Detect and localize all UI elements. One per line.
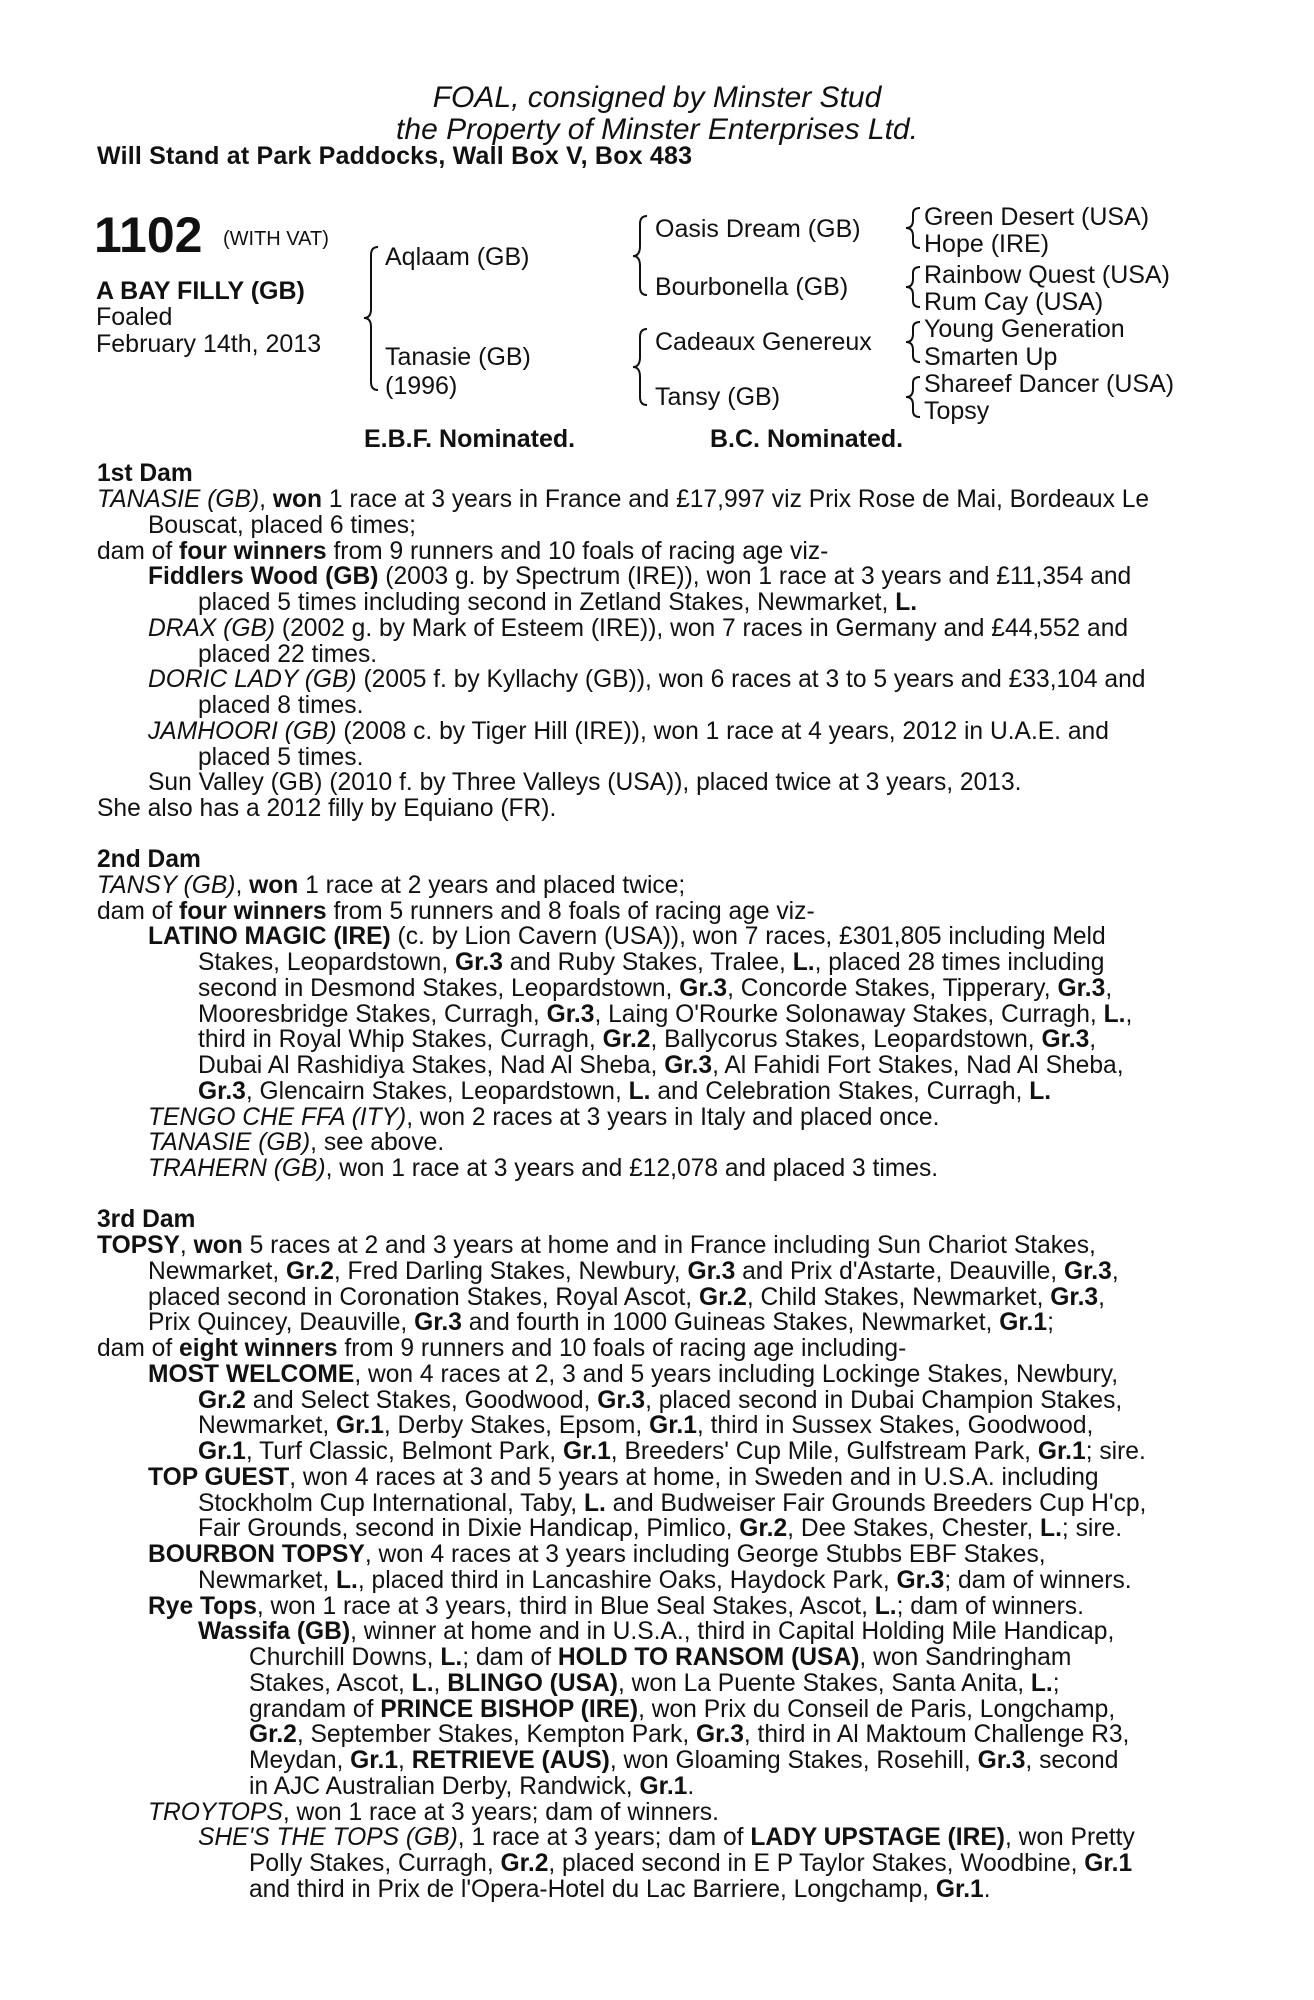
body-line (97, 1336, 906, 1362)
bold-text: Gr.3 (455, 949, 503, 976)
body-line (198, 1568, 1132, 1594)
bold-text: HOLD TO RANSOM (USA) (557, 1644, 860, 1671)
body-line (198, 745, 363, 771)
body-line (97, 847, 201, 873)
text: , winner at home and in U.S.A., third in Capital Holding Mile Handicap, (350, 1618, 1115, 1645)
bold-text: L. (336, 1567, 358, 1594)
italic-text: DRAX (GB) (148, 615, 276, 642)
header-property: the Property of Minster Enterprises Ltd. (396, 113, 918, 146)
text: , placed 28 times including (814, 949, 1105, 976)
bold-text: Gr.3 (1041, 1026, 1090, 1053)
text: placed 8 times. (198, 692, 364, 719)
bold-text: Gr.3 (896, 1567, 945, 1594)
bold-text: LADY UPSTAGE (IRE) (750, 1824, 1005, 1851)
text: . (983, 1876, 991, 1903)
body-line (97, 539, 828, 565)
bold-text: L. (1030, 1670, 1053, 1697)
foaled-date: February 14th, 2013 (96, 330, 322, 358)
body-line (249, 1748, 1118, 1774)
body-line (249, 1877, 991, 1903)
body-line (148, 616, 1128, 642)
body-line (198, 1002, 1132, 1028)
body-line (198, 1388, 1122, 1414)
bold-text: L. (1040, 1515, 1062, 1542)
text: , Dee Stakes, Chester, (787, 1515, 1041, 1542)
text: , won 4 races at 3 years including George Stubbs EBF Stakes, (364, 1541, 1046, 1568)
text: ; (1052, 1670, 1060, 1697)
text: , (1105, 975, 1113, 1002)
bc-nominated: B.C. Nominated. (710, 425, 904, 453)
body-line (148, 564, 1131, 590)
bold-text: Gr.2 (286, 1258, 334, 1285)
text: , Ballycorus Stakes, Leopardstown, (650, 1026, 1042, 1053)
body-line (198, 1825, 1135, 1851)
pedigree-dds: Shareef Dancer (USA) (924, 370, 1175, 398)
text: (2002 g. by Mark of Esteem (IRE)), won 7 races in Germany and £44,552 and (275, 615, 1129, 642)
body-line (198, 1439, 1146, 1465)
bold-text: 3rd Dam (97, 1206, 196, 1233)
bold-text: won (193, 1232, 243, 1259)
bold-text: BOURBON TOPSY (148, 1541, 365, 1568)
bold-text: Gr.1 (198, 1438, 246, 1465)
text: and fourth in 1000 Guineas Stakes, Newmarket, (461, 1309, 1000, 1336)
body-line (148, 1542, 1046, 1568)
bold-text: TOP GUEST (148, 1464, 290, 1491)
bold-text: Gr.3 (597, 1387, 646, 1414)
bold-text: Gr.1 (562, 1438, 611, 1465)
italic-text: TANASIE (GB) (148, 1129, 311, 1156)
bold-text: L. (440, 1644, 463, 1671)
pedigree-dss: Young Generation (924, 315, 1125, 343)
body-line (198, 1619, 1114, 1645)
text: Meydan, (249, 1747, 351, 1774)
body-line (198, 1053, 1124, 1079)
text: placed 22 times. (198, 641, 378, 668)
body-line (148, 667, 1145, 693)
text: , placed third in Lancashire Oaks, Haydock Park, (357, 1567, 897, 1594)
bold-text: Wassifa (GB) (198, 1618, 351, 1645)
text: , second (1025, 1747, 1119, 1774)
lot-number: 1102 (94, 207, 203, 263)
body-line (97, 1233, 1096, 1259)
bold-text: Fiddlers Wood (GB) (148, 563, 379, 590)
text: from 9 runners and 10 foals of racing age viz- (326, 538, 829, 565)
text: , third in Al Maktoum Challenge R3, (743, 1721, 1130, 1748)
body-line (148, 1800, 719, 1826)
text: Churchill Downs, (249, 1644, 441, 1671)
text: , won 1 race at 3 years; dam of winners. (282, 1799, 719, 1826)
bold-text: 2nd Dam (97, 846, 201, 873)
text: , (259, 486, 273, 513)
text: , placed second in E P Taylor Stakes, Woodbine, (548, 1850, 1085, 1877)
lot-description: A BAY FILLY (GB) (96, 277, 305, 305)
body-line (249, 1645, 1071, 1671)
bold-text: won (272, 486, 323, 513)
text: , (433, 1670, 448, 1697)
text: , won La Puente Stakes, Santa Anita, (617, 1670, 1031, 1697)
bold-text: L. (1103, 1001, 1126, 1028)
bold-text: Gr.1 (649, 1412, 697, 1439)
body-line (249, 1697, 1115, 1723)
text: dam of (97, 1335, 180, 1362)
text: Polly Stakes, Curragh, (249, 1850, 501, 1877)
text: 5 races at 2 and 3 years at home and in France including Sun Chariot Stakes, (242, 1232, 1096, 1259)
bold-text: Gr.2 (249, 1721, 297, 1748)
text: placed 5 times. (198, 744, 364, 771)
text: dam of (97, 898, 180, 925)
text: , (235, 872, 250, 899)
text: grandam of (249, 1696, 381, 1723)
text: ; sire. (1085, 1438, 1146, 1465)
italic-text: DORIC LADY (GB) (148, 666, 357, 693)
body-line (97, 1207, 195, 1233)
body-line (148, 924, 1106, 950)
text: , placed second in Dubai Champion Stakes, (645, 1387, 1123, 1414)
text: , won Pretty (1004, 1824, 1135, 1851)
bold-text: L. (628, 1078, 651, 1105)
text: , (398, 1747, 412, 1774)
text: and Prix d'Astarte, Deauville, (735, 1258, 1064, 1285)
bold-text: four winners (179, 898, 327, 925)
body-line (148, 770, 1021, 796)
body-line (249, 1851, 1132, 1877)
bold-text: Gr.2 (698, 1284, 747, 1311)
text: , third in Sussex Stakes, Goodwood, (696, 1412, 1094, 1439)
body-line (198, 976, 1112, 1002)
text: , see above. (310, 1129, 445, 1156)
bold-text: Gr.3 (977, 1747, 1026, 1774)
text: , Concorde Stakes, Tipperary, (727, 975, 1058, 1002)
text: ; (1047, 1309, 1054, 1336)
italic-text: TANASIE (GB) (97, 486, 260, 513)
body-line (249, 1671, 1060, 1697)
text: , Al Fahidi Fort Stakes, Nad Al Sheba, (712, 1052, 1124, 1079)
text: 1 race at 3 years in France and £17,997 viz Prix Rose de Mai, Bordeaux Le (322, 486, 1150, 513)
text: , (1125, 1001, 1133, 1028)
bold-text: L. (874, 1593, 897, 1620)
text: ; dam of winners. (944, 1567, 1132, 1594)
bold-text: eight winners (179, 1335, 338, 1362)
text: third in Royal Whip Stakes, Curragh, (198, 1026, 603, 1053)
body-line (249, 1722, 1129, 1748)
bold-text: L. (792, 949, 815, 976)
text: (c. by Lion Cavern (USA)), won 7 races, £301,805 including Meld (390, 923, 1106, 950)
pedigree-dam-year: (1996) (385, 372, 458, 400)
body-line (148, 1130, 444, 1156)
bold-text: Gr.2 (739, 1515, 788, 1542)
text: from 5 runners and 8 foals of racing age viz- (326, 898, 815, 925)
text: from 9 runners and 10 foals of racing age including- (337, 1335, 907, 1362)
body-line (249, 1774, 694, 1800)
bold-text: PRINCE BISHOP (IRE) (380, 1696, 639, 1723)
italic-text: TROYTOPS (148, 1799, 283, 1826)
header-stand-location: Will Stand at Park Paddocks, Wall Box V, Box 483 (97, 142, 693, 170)
pedigree-dam: Tanasie (GB) (385, 343, 531, 371)
bold-text: BLINGO (USA) (447, 1670, 618, 1697)
text: , Laing O'Rourke Solonaway Stakes, Curragh, (594, 1001, 1104, 1028)
text: , Turf Classic, Belmont Park, (245, 1438, 563, 1465)
bold-text: Gr.1 (336, 1412, 384, 1439)
text: , Derby Stakes, Epsom, (383, 1412, 650, 1439)
pedigree-ssd: Hope (IRE) (924, 230, 1050, 258)
pedigree-sdd: Rum Cay (USA) (924, 288, 1104, 316)
body-line (198, 1516, 1122, 1542)
foaled-label: Foaled (96, 303, 173, 331)
bold-text: Gr.1 (935, 1876, 984, 1903)
text: Sun Valley (GB) (2010 f. by Three Valleys (USA)), placed twice at 3 years, 2013. (148, 769, 1022, 796)
bold-text: Gr.3 (414, 1309, 462, 1336)
body-line (148, 1465, 1099, 1491)
bold-text: Gr.3 (198, 1078, 246, 1105)
text: ; dam of (462, 1644, 558, 1671)
text: Stockholm Cup International, Taby, (198, 1490, 584, 1517)
bold-text: RETRIEVE (AUS) (411, 1747, 610, 1774)
body-line (148, 719, 1109, 745)
text: and Select Stakes, Goodwood, (245, 1387, 598, 1414)
text: Newmarket, (198, 1412, 337, 1439)
bold-text: Gr.2 (500, 1850, 549, 1877)
bold-text: L. (583, 1490, 606, 1517)
ebf-nominated: E.B.F. Nominated. (364, 425, 576, 453)
lot-vat: (WITH VAT) (223, 228, 329, 250)
text: , Fred Darling Stakes, Newbury, (333, 1258, 688, 1285)
pedigree-sds: Rainbow Quest (USA) (924, 261, 1170, 289)
bold-text: 1st Dam (97, 460, 193, 487)
bold-text: Gr.2 (198, 1387, 246, 1414)
bold-text: Gr.3 (546, 1001, 595, 1028)
italic-text: JAMHOORI (GB) (148, 718, 337, 745)
bold-text: TOPSY (97, 1232, 180, 1259)
text: dam of (97, 538, 180, 565)
bold-text: Gr.3 (687, 1258, 736, 1285)
text: , won 2 races at 3 years in Italy and placed once. (406, 1104, 940, 1131)
text: , won 1 race at 3 years, third in Blue Seal Stakes, Ascot, (256, 1593, 875, 1620)
italic-text: SHE'S THE TOPS (GB) (198, 1824, 458, 1851)
body-line (148, 1310, 1054, 1336)
bold-text: MOST WELCOME (148, 1361, 355, 1388)
header-consignor: FOAL, consigned by Minster Stud (432, 81, 882, 114)
text: and third in Prix de l'Opera-Hotel du Lac Barriere, Longchamp, (249, 1876, 936, 1903)
text: Newmarket, (148, 1258, 287, 1285)
text: She also has a 2012 filly by Equiano (FR). (97, 795, 557, 822)
bold-text: L. (1029, 1078, 1052, 1105)
pedigree-dsd: Smarten Up (924, 343, 1058, 371)
bold-text: Gr.1 (999, 1309, 1048, 1336)
text: in AJC Australian Derby, Randwick, (249, 1773, 640, 1800)
text: Stakes, Ascot, (249, 1670, 412, 1697)
text: Stakes, Leopardstown, (198, 949, 456, 976)
body-line (198, 1027, 1096, 1053)
text: placed 5 times including second in Zetland Stakes, Newmarket, (198, 589, 896, 616)
text: . (687, 1773, 695, 1800)
bold-text: L. (411, 1670, 434, 1697)
body-line (97, 461, 193, 487)
bold-text: Rye Tops (148, 1593, 257, 1620)
bold-text: Gr.3 (1050, 1284, 1099, 1311)
pedigree-dam-sire: Cadeaux Genereux (655, 328, 872, 356)
body-line (198, 1079, 1051, 1105)
text: , (1111, 1258, 1119, 1285)
text: (2003 g. by Spectrum (IRE)), won 1 race at 3 years and £11,354 and (378, 563, 1132, 590)
text: , Breeders' Cup Mile, Gulfstream Park, (610, 1438, 1038, 1465)
text: , 1 race at 3 years; dam of (457, 1824, 751, 1851)
body-line (97, 796, 556, 822)
bold-text: Gr.1 (350, 1747, 399, 1774)
bold-text: four winners (179, 538, 327, 565)
bold-text: Gr.3 (1057, 975, 1106, 1002)
pedigree-sire: Aqlaam (GB) (385, 243, 530, 271)
pedigree-sire-sire: Oasis Dream (GB) (655, 215, 861, 243)
body-line (148, 1362, 1118, 1388)
text: Prix Quincey, Deauville, (148, 1309, 415, 1336)
text: , won 4 races at 3 and 5 years at home, in Sweden and in U.S.A. including (289, 1464, 1099, 1491)
bold-text: won (249, 872, 299, 899)
body-line (148, 1105, 939, 1131)
bold-text: Gr.3 (696, 1721, 744, 1748)
text: Mooresbridge Stakes, Curragh, (198, 1001, 547, 1028)
text: ; dam of winners. (896, 1593, 1084, 1620)
body-line (148, 1156, 938, 1182)
body-line (198, 1491, 1146, 1517)
body-line (97, 873, 685, 899)
text: , won Prix du Conseil de Paris, Longchamp, (638, 1696, 1116, 1723)
bold-text: Gr.1 (1084, 1850, 1133, 1877)
text: ; sire. (1061, 1515, 1123, 1542)
body-line (148, 1259, 1119, 1285)
bold-text: Gr.3 (664, 1052, 713, 1079)
pedigree-sire-dam: Bourbonella (GB) (655, 273, 849, 301)
text: , Glencairn Stakes, Leopardstown, (245, 1078, 629, 1105)
text: and Ruby Stakes, Tralee, (502, 949, 793, 976)
body-line (148, 1594, 1084, 1620)
text: (2008 c. by Tiger Hill (IRE)), won 1 race at 4 years, 2012 in U.A.E. and (336, 718, 1109, 745)
text: , won Gloaming Stakes, Rosehill, (609, 1747, 978, 1774)
body-line (198, 950, 1104, 976)
bold-text: Gr.1 (1037, 1438, 1086, 1465)
text: Bouscat, placed 6 times; (148, 512, 416, 539)
text: , won 4 races at 2, 3 and 5 years including Lockinge Stakes, Newbury, (354, 1361, 1119, 1388)
pedigree-sss: Green Desert (USA) (924, 203, 1150, 231)
pedigree-ddd: Topsy (924, 397, 990, 425)
text: , September Stakes, Kempton Park, (296, 1721, 697, 1748)
pedigree-dam-dam: Tansy (GB) (655, 383, 781, 411)
italic-text: TENGO CHE FFA (ITY) (148, 1104, 407, 1131)
text: Newmarket, (198, 1567, 337, 1594)
bold-text: LATINO MAGIC (IRE) (148, 923, 391, 950)
bold-text: L. (895, 589, 918, 616)
italic-text: TRAHERN (GB) (148, 1155, 326, 1182)
body-line (97, 899, 815, 925)
text: , Child Stakes, Newmarket, (746, 1284, 1051, 1311)
bold-text: Gr.1 (639, 1773, 688, 1800)
text: , won Sandringham (859, 1644, 1072, 1671)
body-line (198, 642, 377, 668)
bold-text: Gr.3 (679, 975, 728, 1002)
text: second in Desmond Stakes, Leopardstown, (198, 975, 680, 1002)
text: Dubai Al Rashidiya Stakes, Nad Al Sheba, (198, 1052, 665, 1079)
body-line (198, 590, 917, 616)
italic-text: TANSY (GB) (97, 872, 236, 899)
body-line (198, 693, 363, 719)
body-line (97, 487, 1149, 513)
text: and Celebration Stakes, Curragh, (650, 1078, 1030, 1105)
text: , won 1 race at 3 years and £12,078 and placed 3 times. (325, 1155, 939, 1182)
bold-text: Gr.3 (1063, 1258, 1112, 1285)
bold-text: Gr.2 (602, 1026, 651, 1053)
text: , (1089, 1026, 1097, 1053)
body-line (148, 1285, 1105, 1311)
text: (2005 f. by Kyllachy (GB)), won 6 races at 3 to 5 years and £33,104 and (356, 666, 1146, 693)
text: 1 race at 2 years and placed twice; (298, 872, 686, 899)
text: , (1098, 1284, 1105, 1311)
text: , (179, 1232, 194, 1259)
text: placed second in Coronation Stakes, Royal Ascot, (148, 1284, 699, 1311)
text: and Budweiser Fair Grounds Breeders Cup H'cp, (605, 1490, 1147, 1517)
body-line (198, 1413, 1093, 1439)
body-line (148, 513, 416, 539)
text: Fair Grounds, second in Dixie Handicap, Pimlico, (198, 1515, 740, 1542)
